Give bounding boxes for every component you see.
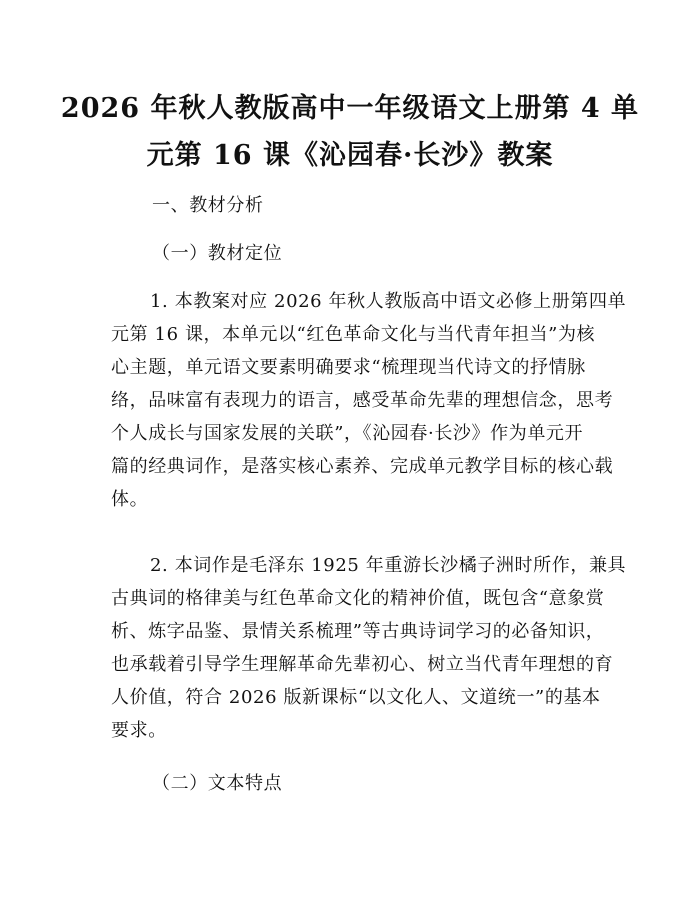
paragraph-1-line: 1. 本教案对应 2026 年秋人教版高中语文必修上册第四单 [150,291,627,312]
paragraph-1-line: 络，品味富有表现力的语言，感受革命先辈的理想信念，思考 [111,390,614,411]
paragraph-2-line: 要求。 [111,720,167,741]
paragraph-1-line: 篇的经典词作，是落实核心素养、完成单元教学目标的核心载 [111,456,614,477]
paragraph-1-line: 心主题，单元语文要素明确要求“梳理现当代诗文的抒情脉 [111,357,586,378]
paragraph-1-line: 个人成长与国家发展的关联”，《沁园春·长沙》作为单元开 [111,423,584,444]
paragraph-2-line: 2. 本词作是毛泽东 1925 年重游长沙橘子洲时所作，兼具 [150,555,627,576]
document-title-line-1: 2026 年秋人教版高中一年级语文上册第 4 单 [60,93,640,124]
paragraph-2-line: 也承载着引导学生理解革命先辈初心、树立当代青年理想的育 [111,654,614,675]
section-heading-teaching-material-analysis: 一、教材分析 [152,195,264,216]
document-title-line-2: 元第 16 课《沁园春·长沙》教案 [146,140,554,171]
subsection-heading-text-features: （二）文本特点 [152,773,283,794]
paragraph-2-line: 人价值，符合 2026 版新课标“以文化人、文道统一”的基本 [111,687,601,708]
paragraph-2-line: 古典词的格律美与红色革命文化的精神价值，既包含“意象赏 [111,588,605,609]
paragraph-2-line: 析、炼字品鉴、景情关系梳理”等古典诗词学习的必备知识， [111,621,605,642]
subsection-heading-material-positioning: （一）教材定位 [152,243,283,264]
paragraph-1-line: 体。 [111,489,149,510]
paragraph-1-line: 元第 16 课，本单元以“红色革命文化与当代青年担当”为核 [111,324,596,345]
